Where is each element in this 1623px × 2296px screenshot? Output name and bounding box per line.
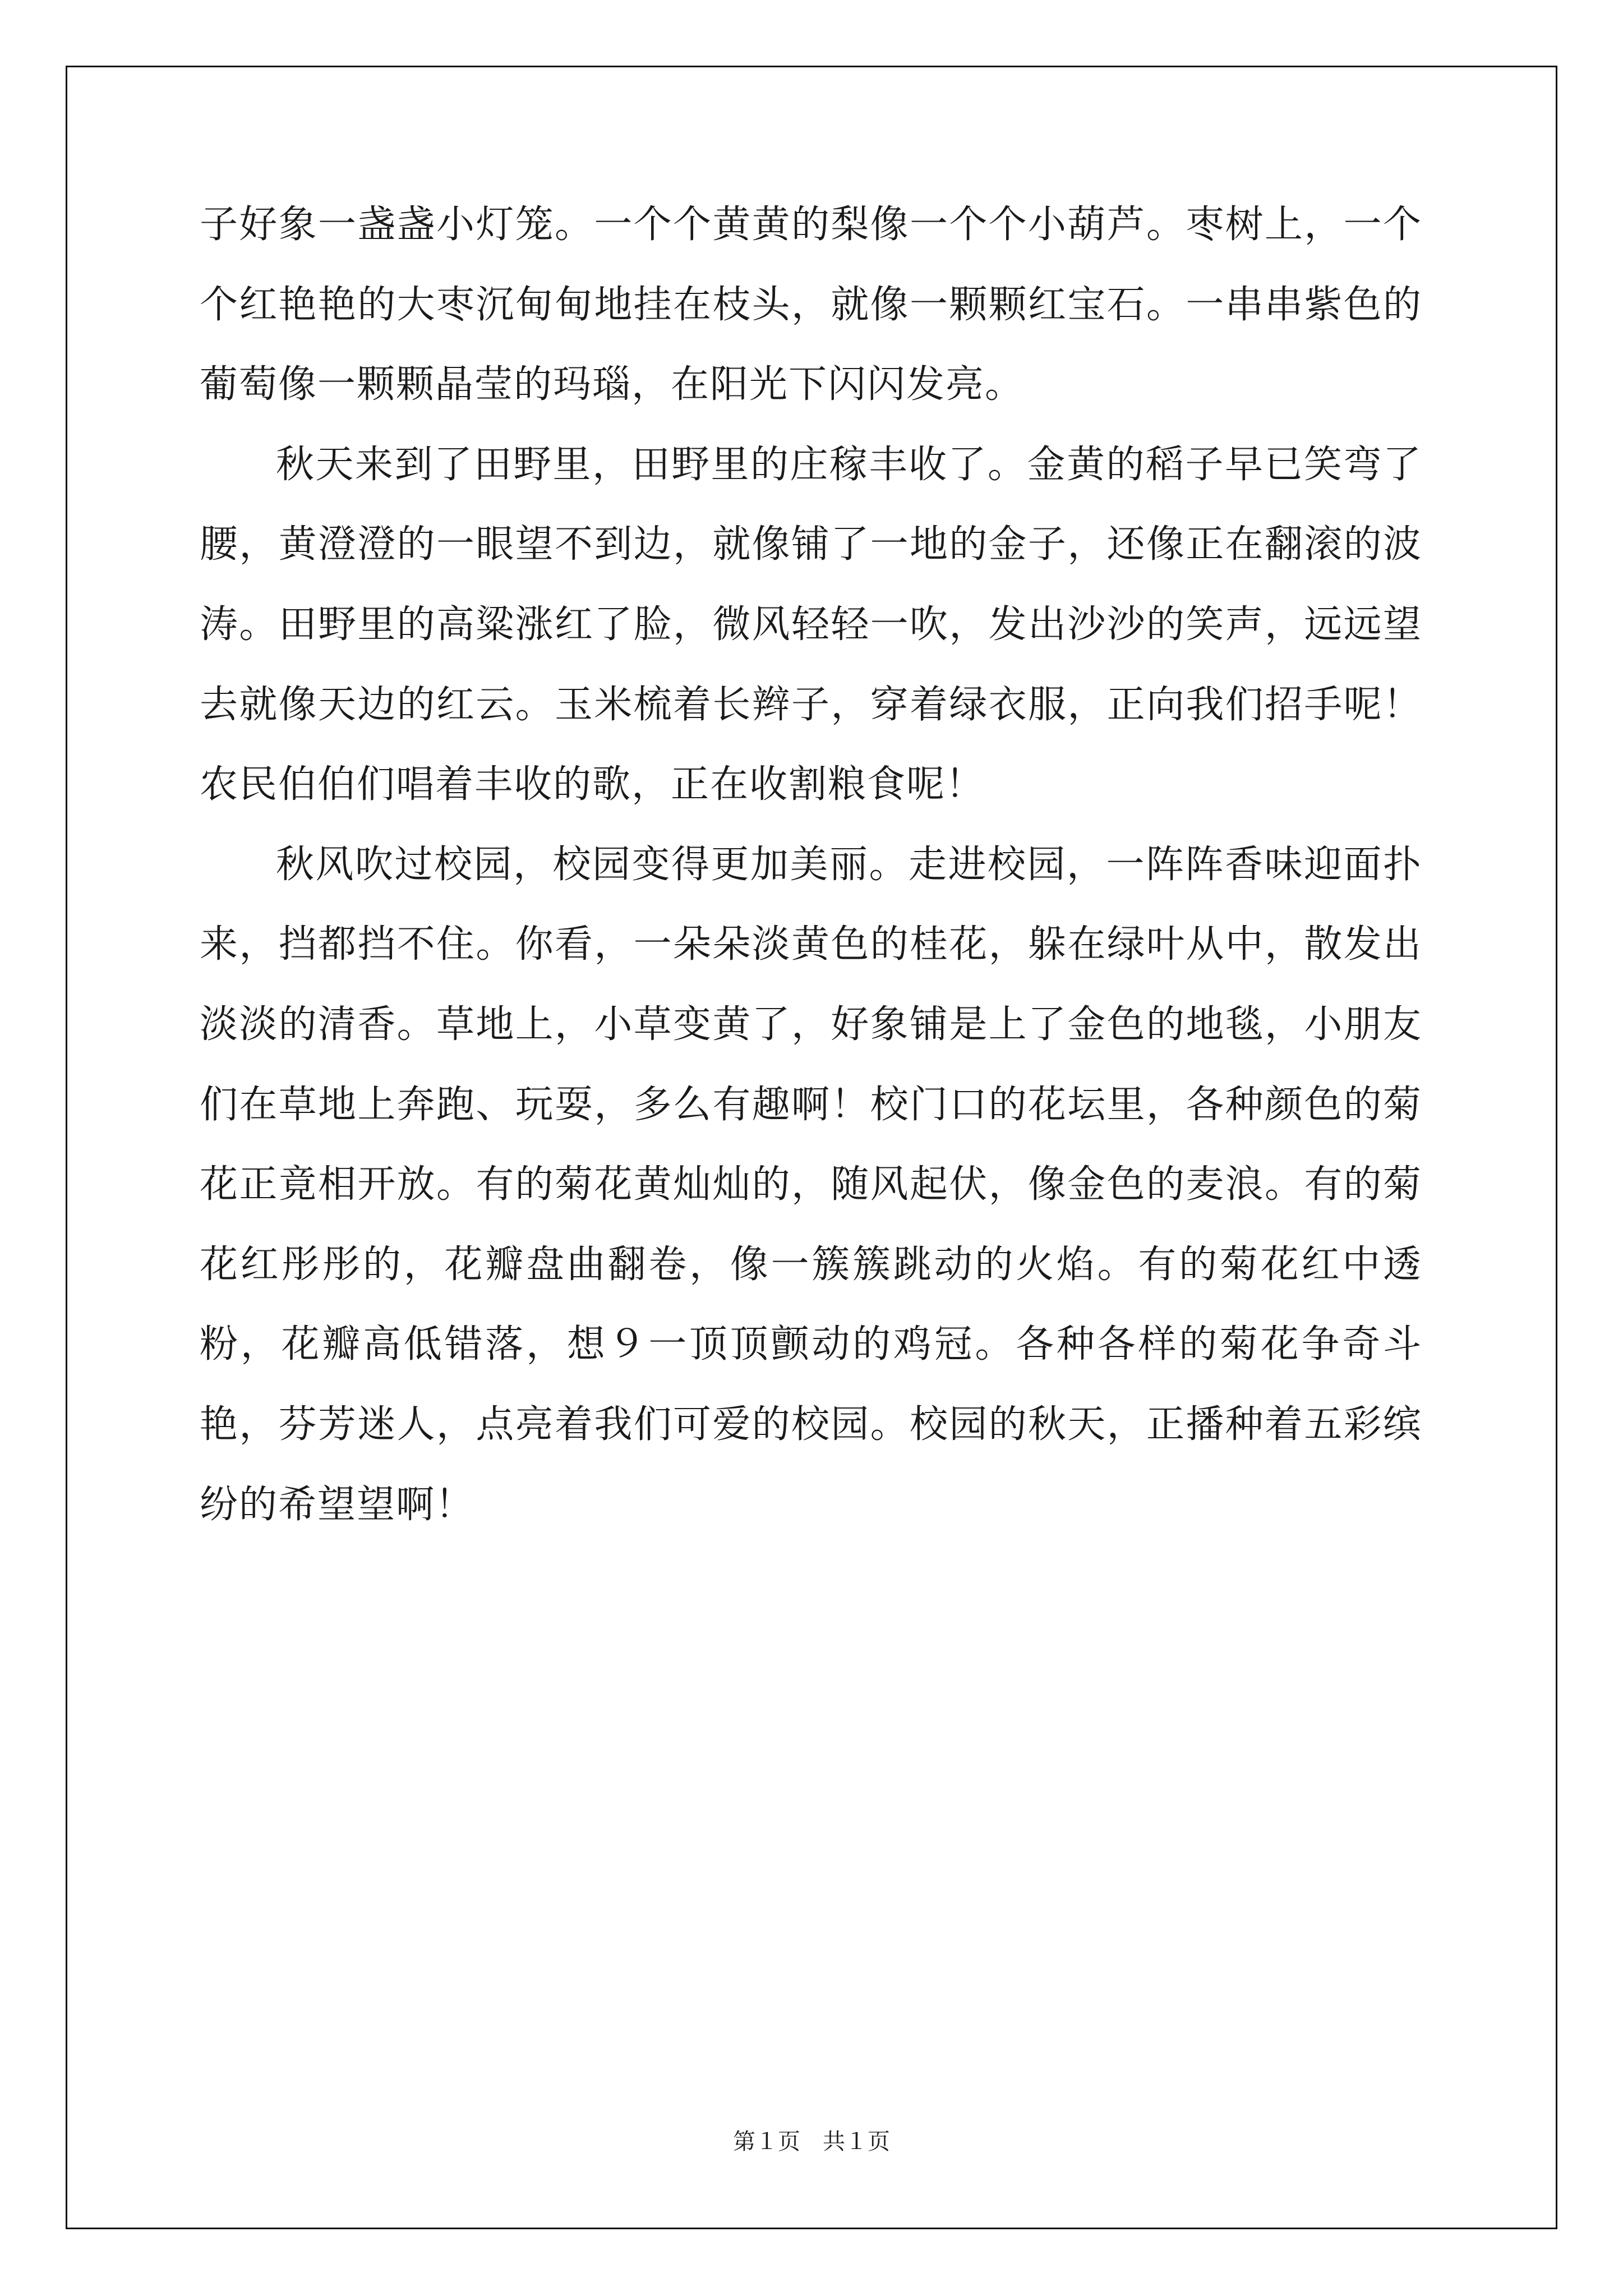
page-number-footer: 第１页 共１页 [733, 2129, 890, 2155]
paragraph-campus: 秋风吹过校园，校园变得更加美丽。走进校园，一阵阵香味迎面扑来，挡都挡不住。你看，一朵朵淡黄色的桂花，躲在绿叶从中，散发出淡淡的清香。草地上，小草变黄了，好象铺是上了金色的地毯，小朋友们在草地上奔跑、玩耍，多么有趣啊！校门口的花坛里，各种颜色的菊花正竟相开放。有的菊花黄灿灿的，随风起伏，像金色的麦浪。有的菊花红彤彤的，花瓣盘曲翻卷，像一簇簇跳动的火焰。有的菊花红中透粉，花瓣高低错落，想９一顶顶颤动的鸡冠。各种各样的菊花争奇斗艳，芬芳迷人，点亮着我们可爱的校园。校园的秋天，正播种着五彩缤纷的希望望啊！ [200, 842, 1422, 1527]
paragraph-fields: 秋天来到了田野里，田野里的庄稼丰收了。金黄的稻子早已笑弯了腰，黄澄澄的一眼望不到边，就像铺了一地的金子，还像正在翻滚的波涛。田野里的高粱涨红了脸，微风轻轻一吹，发出沙沙的笑声，远远望去就像天边的红云。玉米梳着长辫子，穿着绿衣服，正向我们招手呢！农民伯伯们唱着丰收的歌，正在收割粮食呢！ [200, 442, 1422, 807]
paragraph-continuation: 子好象一盏盏小灯笼。一个个黄黄的梨像一个个小葫芦。枣树上，一个个红艳艳的大枣沉甸甸地挂在枝头，就像一颗颗红宝石。一串串紫色的葡萄像一颗颗晶莹的玛瑙，在阳光下闪闪发亮。 [200, 203, 1422, 407]
document-body [200, 185, 1422, 1545]
